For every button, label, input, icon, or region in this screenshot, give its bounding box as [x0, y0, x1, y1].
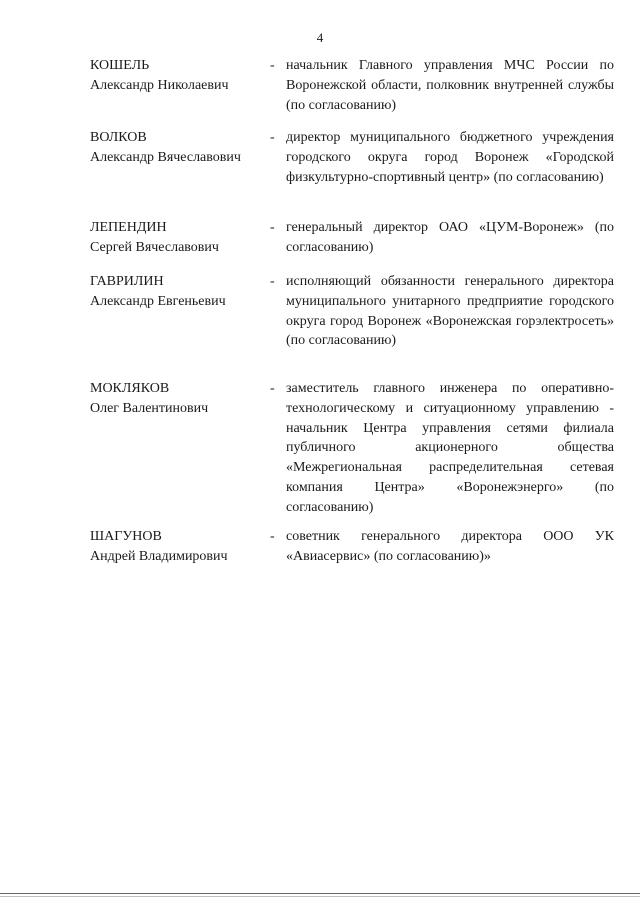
member-name	[90, 218, 270, 258]
member-given-names: Александр Николаевич	[90, 77, 229, 93]
member-name	[90, 379, 270, 518]
dash-separator: -	[270, 58, 275, 73]
member-name	[90, 527, 270, 567]
dash-separator: -	[270, 220, 275, 235]
member-role: директор муниципального бюджетного учреждения городского округа город Воронеж «Городской физкультурно-спортивный центр» (по согласованию)	[286, 130, 614, 185]
dash-separator: -	[270, 381, 275, 396]
member-name	[90, 128, 270, 187]
page-bottom-border-shadow	[0, 896, 640, 897]
member-surname: ВОЛКОВ	[90, 130, 147, 145]
member-given-names: Александр Вячеславович	[90, 149, 241, 165]
member-surname: ШАГУНОВ	[90, 529, 162, 544]
member-role: заместитель главного инженера по оперативно-технологическому и ситуационному управлению - начальник Центра управления сетями филиала публичного акционерного общества «Межрегиональная распределительная сетевая компания Центра» «Воронежэнерго» (по согласованию)	[286, 381, 614, 515]
member-name	[90, 272, 270, 351]
member-entry	[90, 527, 614, 567]
member-surname: ГАВРИЛИН	[90, 274, 164, 289]
member-surname: КОШЕЛЬ	[90, 58, 150, 73]
dash-separator: -	[270, 529, 275, 544]
page-number: 4	[316, 30, 324, 45]
member-role: исполняющий обязанности генерального директора муниципального унитарного предприятие городского округа город Воронеж «Воронежская горэлектросеть» (по согласованию)	[286, 274, 614, 349]
member-entry	[90, 272, 614, 351]
member-entry	[90, 218, 614, 258]
dash-separator: -	[270, 274, 275, 289]
member-surname: ЛЕПЕНДИН	[90, 220, 167, 235]
member-given-names: Александр Евгеньевич	[90, 293, 226, 309]
member-role: начальник Главного управления МЧС России по Воронежской области, полковник внутренней службы (по согласованию)	[286, 58, 614, 113]
member-entry	[90, 379, 614, 518]
member-given-names: Сергей Вячеславович	[90, 239, 219, 255]
member-surname: МОКЛЯКОВ	[90, 381, 170, 396]
member-entry	[90, 56, 614, 115]
member-name	[90, 56, 270, 115]
page-bottom-border	[0, 893, 640, 894]
member-entry	[90, 128, 614, 187]
member-role: советник генерального директора ООО УК «Авиасервис» (по согласованию)»	[286, 529, 614, 564]
dash-separator: -	[270, 130, 275, 145]
member-given-names: Андрей Владимирович	[90, 548, 228, 564]
member-role: генеральный директор ОАО «ЦУМ-Воронеж» (по согласованию)	[286, 220, 614, 255]
member-given-names: Олег Валентинович	[90, 400, 209, 416]
